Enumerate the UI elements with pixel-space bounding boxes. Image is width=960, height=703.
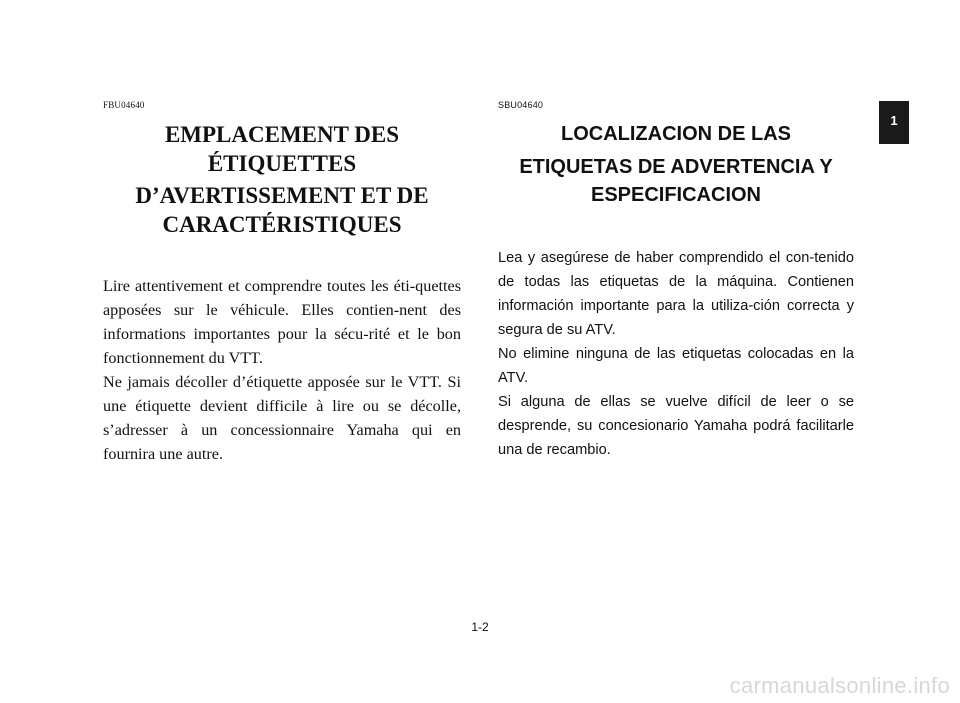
paragraph-spanish-1: Lea y asegúrese de haber comprendido el con-tenido de todas las etiquetas de la máquina. Contienen información importante para la utiliza-ción correcta y segura de su ATV. — [498, 250, 854, 338]
paragraph-french-2: Ne jamais décoller d’étiquette apposée sur le VTT. Si une étiquette devient difficile à lire ou se décolle, s’adresser à un concessionnaire Yamaha qui en fournira une autre. — [103, 373, 461, 463]
section-title-spanish-part1: LOCALIZACION DE LAS — [561, 123, 791, 145]
section-code-french: FBU04640 — [103, 100, 145, 110]
section-code-spanish: SBU04640 — [498, 100, 544, 110]
watermark: carmanualsonline.info — [729, 673, 950, 698]
body-text-spanish — [498, 246, 854, 462]
body-text-french — [103, 274, 461, 466]
page-number: 1-2 — [471, 620, 489, 634]
section-title-spanish-part2: ETIQUETAS DE ADVERTENCIA Y ESPECIFICACION — [519, 156, 833, 206]
paragraph-french-1: Lire attentivement et comprendre toutes les éti-quettes apposées sur le véhicule. Elles contien-nent des informations importantes pour la sécu-rité et le bon fonctionnement du VTT. — [103, 277, 461, 367]
paragraph-spanish-2: No elimine ninguna de las etiquetas colocadas en la ATV. — [498, 346, 854, 386]
chapter-tab: 1 — [879, 101, 909, 144]
section-title-french-part2: D’AVERTISSEMENT ET DE CARACTÉRISTIQUES — [135, 183, 429, 237]
paragraph-spanish-3: Si alguna de ellas se vuelve difícil de leer o se desprende, su concesionario Yamaha podrá facilitarle una de recambio. — [498, 394, 854, 458]
section-title-french-part1: EMPLACEMENT DES ÉTIQUETTES — [164, 122, 400, 176]
